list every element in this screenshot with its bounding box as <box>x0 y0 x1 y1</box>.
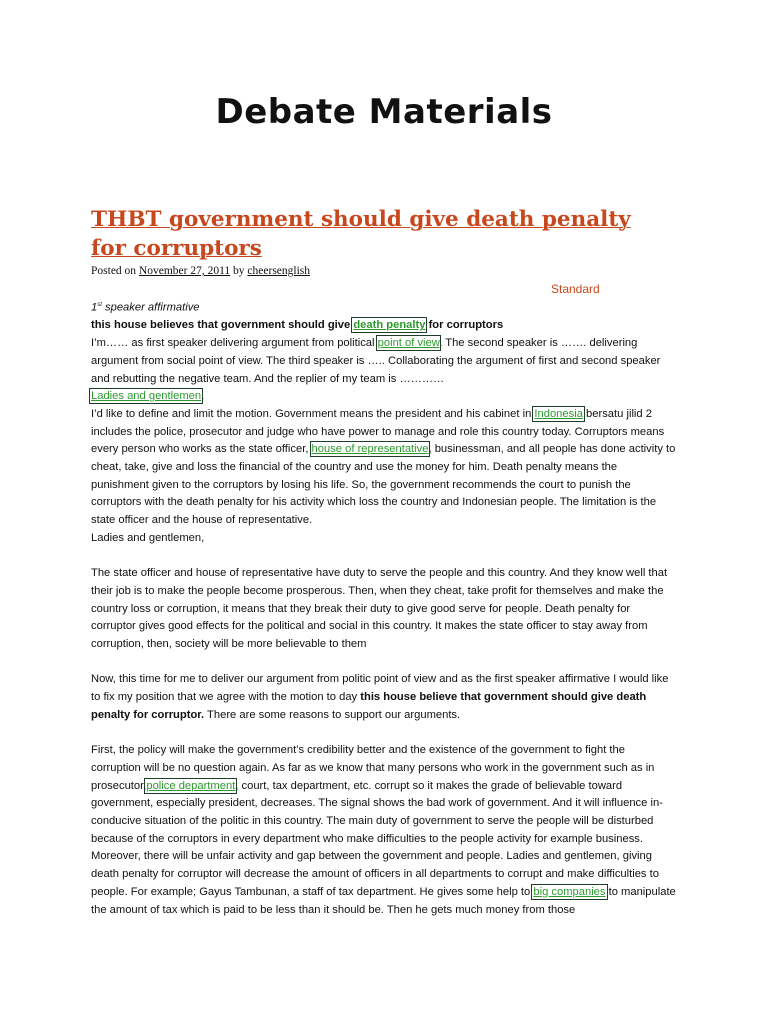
speaker-number: 1 <box>91 301 98 314</box>
big-companies-link[interactable]: big companies <box>533 885 606 898</box>
ladies-line <box>91 388 677 406</box>
intro-text-2: . The second speaker is ……. delivering argument from social point of view. The third speaker is ….. Collaborating the argument of first and second speaker and rebutting the negative team. And the replier of my team is ………… <box>91 337 661 385</box>
article-body <box>91 297 677 919</box>
argument-text-2: There are some reasons to support our arguments. <box>204 708 461 721</box>
post-title-link[interactable]: THBT government should give death penalty for corruptors <box>91 207 631 261</box>
argument-motion-bold: this house believe that government should give death penalty for corruptor. <box>91 691 647 721</box>
paragraph-gap <box>91 548 677 566</box>
first-text-1: First, the policy will make the government’s credibility better and the existence of the government to fight the corruption will be no question again. As far as we know that many persons who work in the government such as in prosecutor, <box>91 744 655 792</box>
motion-text-post: for corruptors <box>425 319 504 332</box>
author-link[interactable]: cheersenglish <box>247 265 311 277</box>
post-meta <box>91 265 310 277</box>
posted-on-label: Posted on <box>91 265 139 277</box>
motion-line <box>91 317 677 335</box>
house-of-representative-link[interactable]: house of representative <box>311 443 429 456</box>
argument-text-1: Now, this time for me to deliver our argument from politic point of view and as the first speaker affirmative I would like to fix my position that we agree with the motion to day <box>91 673 669 704</box>
first-argument-paragraph <box>91 742 677 919</box>
argument-intro-paragraph <box>91 671 677 724</box>
speaker-ordinal: st <box>97 302 102 308</box>
indonesia-link[interactable]: Indonesia <box>534 407 583 420</box>
define-text-2: bersatu jilid 2 includes the police, prosecutor and judge who have power to manage and role this country today. Corruptors means every person who works as the state officer, <box>91 407 665 456</box>
post-format-link[interactable]: Standard <box>551 282 600 296</box>
intro-paragraph <box>91 335 677 388</box>
first-text-3: to manipulate the amount of tax which is paid to be less than it should be. Then he gets much money from those <box>91 885 676 916</box>
intro-text-1: I’m…… as first speaker delivering argument from political <box>91 337 378 350</box>
speaker-role: speaker affirmative <box>101 301 200 314</box>
point-of-view-link[interactable]: point of view <box>377 337 440 350</box>
speaker-heading <box>91 297 677 317</box>
post-date-link[interactable]: November 27, 2011 <box>138 265 231 277</box>
state-officer-paragraph: The state officer and house of representative have duty to serve the people and this country. And they know well that their job is to make the people become prosperous. Then, when they cheat, take profit for themselves and make the country loss or corruption, it means that they break their duty to give good serve for people. Death penalty for corruptor gives good effects for the political and social in this country. It makes the state officer to stay away from corruption, then, society will be more believable to them <box>91 567 668 651</box>
document-title: Debate Materials <box>215 92 553 132</box>
definition-paragraph <box>91 406 677 530</box>
by-label: by <box>230 265 248 277</box>
death-penalty-link[interactable]: death penalty <box>353 319 426 332</box>
define-text-3: , businessman, and all people has done activity to cheat, take, give and loss the financial of the country and use the money for him. Death penalty means the punishment given to the corruptors by losing his life. So, the government recommends the court to punish the corruptors with the death penalty for his activity which loss the country and Indonesian people. The limitation is the state officer and the house of representative. <box>91 443 676 527</box>
motion-text-pre: this house believes that government should give <box>91 319 354 332</box>
paragraph-gap <box>91 725 677 743</box>
paragraph-gap <box>91 654 677 672</box>
police-department-link[interactable]: police department <box>146 779 236 792</box>
define-text-1: I’d like to define and limit the motion. Government means the president and his cabinet in <box>91 407 535 420</box>
ladies-comma: , <box>201 390 205 403</box>
ladies-plain-line: Ladies and gentlemen, <box>91 531 205 544</box>
ladies-and-gentlemen-link[interactable]: Ladies and gentlemen <box>91 390 202 403</box>
first-text-2: , court, tax department, etc. corrupt so it makes the grade of believable toward government, especially president, decreases. The signal shows the bad work of government. And it will influence in-conducive situation of the politic in this country. The main duty of government to serve the people will be disturbed because of the corruptors in every department who make difficulties to the people activity for example business. Moreover, there will be unfair activity and gap between the government and people. Ladies and gentlemen, giving death penalty for corruptor will decrease the amount of officers in all departments to corrupt and make difficulties to people. For example; Gayus Tambunan, a staff of tax department. He gives some help to <box>91 779 663 898</box>
